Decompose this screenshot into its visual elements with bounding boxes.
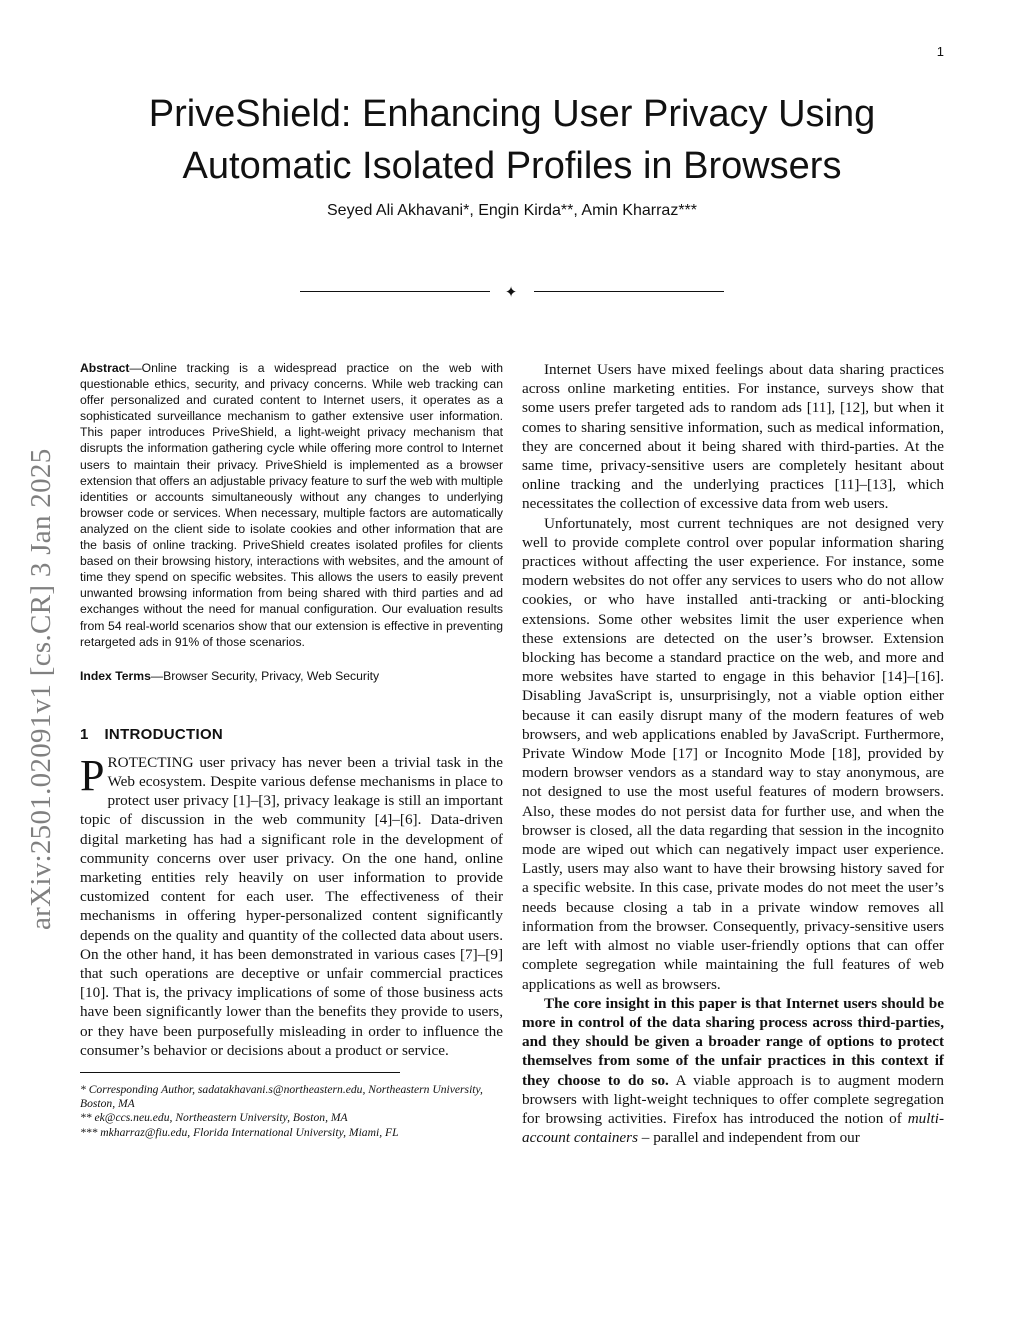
divider-rule-left (300, 291, 490, 292)
core-insight-italic: multi-account containers (522, 1109, 944, 1147)
core-insight-bold: The core insight in this paper is that Internet users should be more in control of the data sharing process across third-parties, and they should be given a broader range of options to protect themselves from some of the unfair practices in this context if they choose to do so. (522, 994, 944, 1089)
title-line-2: Automatic Isolated Profiles in Browsers (182, 145, 842, 187)
right-column (522, 360, 944, 1147)
title-line-1: PriveShield: Enhancing User Privacy Using (148, 93, 876, 135)
intro-paragraph-text: user privacy has never been a trivial task in the Web ecosystem. Despite various defense mechanisms in place to protect user privacy [1]–[3], privacy leakage is still an important topic of discussion in the web community [4]–[6]. Data-driven digital marketing has had a significant role in the development of community concerns over user privacy. On the one hand, online marketing entities rely heavily on user information to provide customized content for each user. The effectiveness of their mechanisms in offering hyper-personalized content significantly depends on the quality and quantity of the collected data about users. On the other hand, it has been demonstrated in various cases [7]–[9] that such operations are deceptive or unfair commercial practices [10]. That is, the privacy implications of some of those business acts have been significantly lower than the benefits they provide to users, or they have been purposefully misleading in order to influence the consumer’s behavior or decisions about a product or service. (80, 753, 503, 1059)
intro-paragraph (80, 750, 503, 1060)
footnote-item: *** mkharraz@fiu.edu, Florida International University, Miami, FL (80, 1125, 399, 1139)
section-title: INTRODUCTION (104, 725, 224, 743)
footnote-rule (80, 1072, 400, 1073)
index-terms (80, 668, 503, 684)
divider-rule-right (534, 291, 724, 292)
abstract-text: —Online tracking is a widespread practice on the web with questionable ethics, security, and privacy concerns. While web tracking can offer personalized and curated content to Internet users, it operates as a sophisticated surveillance mechanism to gather extensive user information. This paper introduces PriveShield, a light-weight privacy mechanism that disrupts the information gathering cycle while offering more control to Internet users to maintain their privacy. PriveShield is implemented as a browser extension that offers an adjustable privacy feature to surf the web with multiple identities or accounts simultaneously without any changes to underlying browser code or services. When necessary, multiple factors are automatically analyzed on the client side to isolate cookies and other information that are the basis of online tracking. PriveShield creates isolated profiles for clients based on their browsing history, interactions with websites, and the amount of time they spend on specific websites. This allows the users to easily prevent unwanted browsing information from being shared with third parties and ad exchanges without the need for manual configuration. Our evaluation results from 54 real-world scenarios show that our extension is effective in preventing retargeted ads in 91% of those scenarios. (80, 361, 503, 649)
title-divider (300, 281, 724, 303)
core-insight-rest: A viable approach is to augment modern browsers with light-weight techniques to offer complete segregation for browsing activities. Firefox has introduced the notion of (522, 1071, 945, 1127)
intro-smallcaps-word: ROTECTING (107, 753, 194, 771)
abstract-label: Abstract (80, 361, 130, 375)
section-heading-introduction (80, 726, 503, 743)
abstract (80, 360, 503, 650)
page-number: 1 (936, 44, 944, 59)
arxiv-stamp: arXiv:2501.02091v1 [cs.CR] 3 Jan 2025 (25, 448, 57, 930)
index-terms-text: —Browser Security, Privacy, Web Security (150, 668, 380, 683)
footnote-item: ** ek@ccs.neu.edu, Northeastern University, Boston, MA (80, 1111, 348, 1125)
diamond-icon: ✦ (504, 283, 518, 301)
body-paragraph-insight (522, 994, 944, 1148)
left-column (80, 360, 503, 1140)
index-terms-label: Index Terms (80, 668, 151, 683)
body-paragraph: Unfortunately, most current techniques are not designed very well to provide complete control over popular information sharing practices without affecting the user experience. For instance, some modern websites do not offer any services to users who do not allow cookies, or who have installed anti-tracking or anti-blocking extensions. Some other websites limit the user experience when these extensions are detected on the user’s browser. Extension blocking has become a standard practice on the web, and more and more websites have started to engage in this behavior [14]–[16]. Disabling JavaScript is, unsurprisingly, not a viable option either because it can easily disrupt many of the modern features of web browsers, and web applications enabled by JavaScript. Furthermore, Private Window Mode [17] or Incognito Mode [18], provided by modern browser vendors as a standard way to stay anonymous, are not designed to use the most useful features of modern browsers. Also, these modes do not persist data for further use, and when the browser is closed, all the data regarding that session in the incognito mode are wiped out which can negatively impact user experience. Lastly, users may also want to have their browsing history saved for a specific website. In this case, private modes do not meet the user’s needs because closing a tab in a private window removes all information from the browser. Consequently, privacy-sensitive users are left with almost no viable user-friendly options that can offer complete segregation while maintaining the full features of web applications as well as browsers. (522, 514, 944, 993)
core-insight-tail: – parallel and independent from our (638, 1129, 860, 1147)
body-paragraph: Internet Users have mixed feelings about data sharing practices across online marketing entities. For instance, surveys show that some users prefer targeted ads to random ads [11], [12], but when it comes to sharing sensitive information, such as medical information, they are concerned about it being shared with third-parties. At the same time, privacy-sensitive users are completely hesitant about online tracking and the underlying practices [11]–[13], which necessitates the collection of excessive data from web users. (522, 361, 944, 513)
footnote-item: * Corresponding Author, sadatakhavani.s@northeastern.edu, Northeastern University, Boston, MA (80, 1082, 483, 1111)
paper-title (80, 88, 944, 192)
author-list: Seyed Ali Akhavani*, Engin Kirda**, Amin Kharraz*** (327, 202, 697, 219)
footnotes (80, 1083, 503, 1140)
section-number: 1 (80, 725, 89, 743)
drop-cap: P (80, 750, 105, 800)
